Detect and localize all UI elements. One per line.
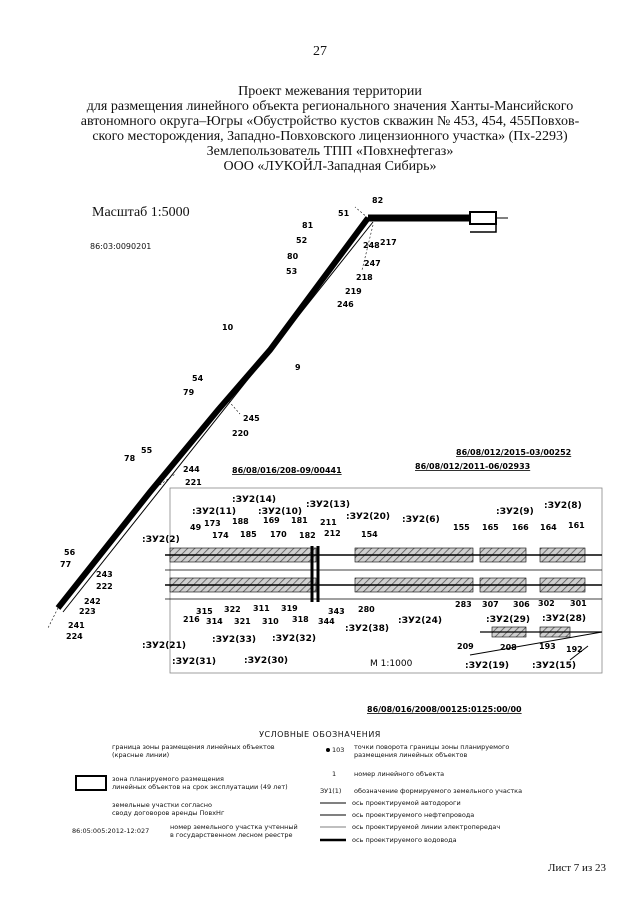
pt-245: 245 — [243, 414, 260, 423]
legend-zu: обозначение формируемого земельного участка — [354, 787, 523, 795]
pt-170: 170 — [270, 530, 287, 539]
pt-78: 78 — [124, 454, 136, 463]
legend-line-symbols — [320, 803, 346, 840]
legend-oil: ось проектируемого нефтепровода — [352, 811, 475, 819]
ref-cadastral-2: 86/08/016/208-09/00441 — [232, 466, 342, 475]
pt-318: 318 — [292, 615, 309, 624]
pt-82: 82 — [372, 196, 384, 205]
legend-red-lines-text-2: (красные линии) — [112, 751, 170, 759]
pt-302: 302 — [538, 599, 555, 608]
pt-216: 216 — [183, 615, 200, 624]
legend-road: ось проектируемой автодороги — [352, 799, 461, 807]
pt-315: 315 — [196, 607, 213, 616]
legend-zu-sample: ЗУ1(1) — [320, 787, 342, 795]
cadastral-block-number: 86:03:0090201 — [90, 242, 152, 251]
pt-188: 188 — [232, 517, 249, 526]
zu-33: :ЗУ2(33) — [212, 635, 256, 645]
pt-49: 49 — [190, 523, 202, 532]
pt-56: 56 — [64, 548, 76, 557]
legend-red-lines-text-1: граница зоны размещения линейных объектов — [112, 743, 275, 751]
legend-zone-text-2: линейных объектов на срок эксплуатации (49 лет) — [112, 783, 288, 791]
pt-209: 209 — [457, 642, 474, 651]
ref-cadastral-3: 86/08/012/2011-06/02933 — [415, 462, 531, 471]
pt-343: 343 — [328, 607, 345, 616]
zu-13: :ЗУ2(13) — [306, 500, 350, 510]
legend-turn-point-symbol — [326, 748, 330, 752]
legend-power: ось проектируемой линии электропередач — [352, 823, 501, 831]
pt-248: 248 — [363, 241, 380, 250]
corridor-top-end — [470, 212, 496, 224]
sheet-number: Лист 7 из 23 — [548, 862, 607, 874]
zu-15: :ЗУ2(15) — [532, 661, 576, 671]
legend-title: УСЛОВНЫЕ ОБОЗНАЧЕНИЯ — [259, 730, 381, 739]
pt-166: 166 — [512, 523, 529, 532]
pt-173: 173 — [204, 519, 221, 528]
pt-9: 9 — [295, 363, 301, 372]
pt-53: 53 — [286, 267, 298, 276]
legend-turn-points-text-1: точки поворота границы зоны планируемого — [354, 743, 510, 751]
zu-8: :ЗУ2(8) — [544, 501, 582, 511]
zu-29: :ЗУ2(29) — [486, 615, 530, 625]
zu-32: :ЗУ2(32) — [272, 634, 316, 644]
title-line-3: автономного округа–Югры «Обустройство кустов скважин № 453, 454, 455Повхов- — [80, 114, 580, 129]
pt-185: 185 — [240, 530, 257, 539]
legend-forest — [170, 823, 298, 839]
pt-241: 241 — [68, 621, 85, 630]
pt-319: 319 — [281, 604, 298, 613]
pt-280: 280 — [358, 605, 375, 614]
pt-344: 344 — [318, 617, 335, 626]
pt-221: 221 — [185, 478, 202, 487]
zu-30: :ЗУ2(30) — [244, 656, 288, 666]
scale-label: Масштаб 1:5000 — [92, 205, 190, 220]
pt-222: 222 — [96, 582, 113, 591]
pt-164: 164 — [540, 523, 557, 532]
legend-zone — [112, 775, 288, 791]
zu-28: :ЗУ2(28) — [542, 614, 586, 624]
page-number: 27 — [313, 44, 327, 59]
pt-161: 161 — [568, 521, 585, 530]
legend-turn-points — [354, 743, 509, 759]
pt-247: 247 — [364, 259, 381, 268]
title-line-6: ООО «ЛУКОЙЛ-Западная Сибирь» — [223, 159, 437, 174]
zu-24: :ЗУ2(24) — [398, 616, 442, 626]
pt-81: 81 — [302, 221, 314, 230]
pt-322: 322 — [224, 605, 241, 614]
pt-219: 219 — [345, 287, 362, 296]
legend-turn-points-text-2: размещения линейных объектов — [354, 751, 468, 759]
pt-243: 243 — [96, 570, 113, 579]
pt-55: 55 — [141, 446, 153, 455]
pt-242: 242 — [84, 597, 101, 606]
pt-155: 155 — [453, 523, 470, 532]
pt-246: 246 — [337, 300, 354, 309]
zu-31: :ЗУ2(31) — [172, 657, 216, 667]
zu-11: :ЗУ2(11) — [192, 507, 236, 517]
legend-forest-text-2: в государственном лесном реестре — [170, 831, 293, 839]
legend-turn-point-sample: 103 — [332, 746, 345, 754]
inset-scale: М 1:1000 — [370, 659, 413, 669]
pt-182: 182 — [299, 531, 316, 540]
ref-cadastral-4: 86/08/016/2008/00125:0125:00/00 — [367, 705, 522, 714]
zu-21: :ЗУ2(21) — [142, 641, 186, 651]
legend-object-num-sample: 1 — [332, 770, 337, 778]
pt-79: 79 — [183, 388, 195, 397]
legend-lease — [112, 801, 224, 817]
pt-212: 212 — [324, 529, 341, 538]
pt-218: 218 — [356, 273, 373, 282]
zu-38: :ЗУ2(38) — [345, 624, 389, 634]
pt-192: 192 — [566, 645, 583, 654]
title-line-1: Проект межевания территории — [238, 84, 422, 99]
zu-10: :ЗУ2(10) — [258, 507, 302, 517]
pt-314: 314 — [206, 617, 223, 626]
pt-211: 211 — [320, 518, 337, 527]
pt-283: 283 — [455, 600, 472, 609]
pt-77: 77 — [60, 560, 72, 569]
legend-object-num: номер линейного объекта — [354, 770, 445, 778]
legend-zone-text-1: зона планируемого размещения — [112, 775, 224, 783]
pt-193: 193 — [539, 642, 556, 651]
pt-310: 310 — [262, 617, 279, 626]
title-line-2: для размещения линейного объекта регионального значения Ханты-Мансийского — [86, 99, 574, 114]
pt-54: 54 — [192, 374, 204, 383]
pt-169: 169 — [263, 516, 280, 525]
pt-80: 80 — [287, 252, 299, 261]
legend-forest-text-1: номер земельного участка учтенный — [170, 823, 298, 831]
legend-red-lines — [112, 743, 275, 759]
zu-19: :ЗУ2(19) — [465, 661, 509, 671]
ref-cadastral-1: 86/08/012/2015-03/00252 — [456, 448, 572, 457]
pt-174: 174 — [212, 531, 229, 540]
legend-lease-text-1: земельные участки согласно — [112, 801, 212, 809]
pt-154: 154 — [361, 530, 378, 539]
zu-20: :ЗУ2(20) — [346, 512, 390, 522]
pt-165: 165 — [482, 523, 499, 532]
pt-244: 244 — [183, 465, 200, 474]
zu-2: :ЗУ2(2) — [142, 535, 180, 545]
pt-217: 217 — [380, 238, 397, 247]
legend-forest-code: 86:05:005:2012-12:027 — [72, 827, 150, 835]
pt-10: 10 — [222, 323, 234, 332]
pt-223: 223 — [79, 607, 96, 616]
legend-zone-symbol — [76, 776, 106, 790]
pt-321: 321 — [234, 617, 251, 626]
title-line-5: Землепользователь ТПП «Повхнефтегаз» — [206, 144, 454, 159]
zu-6: :ЗУ2(6) — [402, 515, 440, 525]
pt-306: 306 — [513, 600, 530, 609]
legend-lease-text-2: своду договоров аренды ПовхНг — [112, 809, 225, 817]
pt-208: 208 — [500, 643, 517, 652]
pt-181: 181 — [291, 516, 308, 525]
pt-301: 301 — [570, 599, 587, 608]
pt-224: 224 — [66, 632, 83, 641]
zu-14: :ЗУ2(14) — [232, 495, 276, 505]
legend-water: ось проектируемого водовода — [352, 836, 457, 844]
pt-51: 51 — [338, 209, 350, 218]
pt-311: 311 — [253, 604, 270, 613]
zu-9: :ЗУ2(9) — [496, 507, 534, 517]
pt-307: 307 — [482, 600, 499, 609]
pt-220: 220 — [232, 429, 249, 438]
title-line-4: ского месторождения, Западно-Повховского лицензионного участка» (Пх-2293) — [92, 129, 568, 144]
pt-52: 52 — [296, 236, 308, 245]
